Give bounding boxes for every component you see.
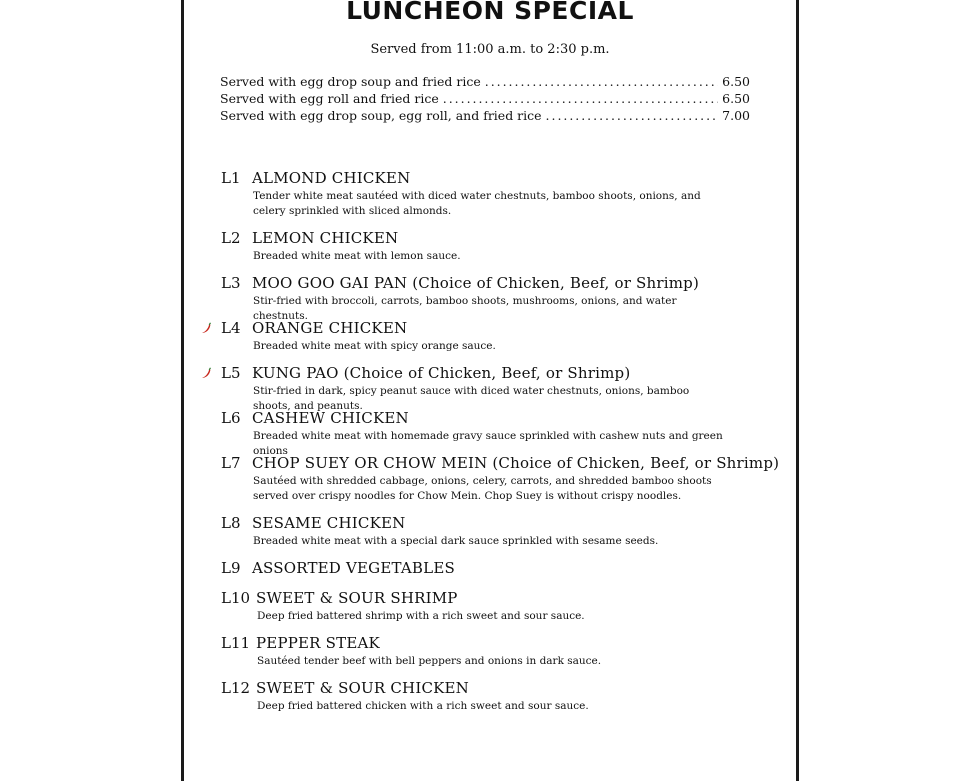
price-option-row [220,73,750,90]
item-code: L10 [221,589,251,607]
item-code: L1 [221,169,241,187]
page-title: LUNCHEON SPECIAL [346,0,634,25]
item-name: CHOP SUEY OR CHOW MEIN (Choice of Chicken, Beef, or Shrimp) [252,454,780,472]
item-code: L9 [221,559,241,577]
item-code: L2 [221,229,241,247]
leader-dots [485,73,718,90]
price-option-price: 6.50 [722,74,750,89]
item-description: Breaded white meat with lemon sauce. [253,250,461,262]
item-name: KUNG PAO (Choice of Chicken, Beef, or Shrimp) [252,364,631,382]
item-code: L3 [221,274,241,292]
item-name: PEPPER STEAK [256,634,380,652]
served-hours: Served from 11:00 a.m. to 2:30 p.m. [370,42,610,57]
item-name: ALMOND CHICKEN [252,169,411,187]
price-options [220,73,750,124]
leader-dots [443,90,718,107]
item-description: Sautéed with shredded cabbage, onions, celery, carrots, and shredded bamboo shoots served over crispy noodles for Chow Mein. Chop Suey is without crispy noodles. [253,475,712,502]
item-description: Breaded white meat with spicy orange sauce. [253,340,496,352]
menu-page [181,0,799,781]
price-option-label: Served with egg drop soup and fried rice [220,74,481,89]
item-name: SWEET & SOUR SHRIMP [256,589,458,607]
price-option-price: 6.50 [722,91,750,106]
price-option-row [220,107,750,124]
item-code: L12 [221,679,251,697]
item-name: ASSORTED VEGETABLES [252,559,455,577]
item-name: CASHEW CHICKEN [252,409,409,427]
item-code: L6 [221,409,241,427]
price-option-row [220,90,750,107]
item-description: Breaded white meat with homemade gravy sauce sprinkled with cashew nuts and green onions [253,430,723,457]
item-description: Tender white meat sautéed with diced water chestnuts, bamboo shoots, onions, and celery sprinkled with sliced almonds. [253,190,701,217]
item-description: Breaded white meat with a special dark sauce sprinkled with sesame seeds. [253,535,659,547]
price-option-price: 7.00 [722,108,750,123]
item-description: Deep fried battered chicken with a rich sweet and sour sauce. [257,700,589,712]
item-name: SESAME CHICKEN [252,514,406,532]
item-name: LEMON CHICKEN [252,229,399,247]
item-name: SWEET & SOUR CHICKEN [256,679,470,697]
item-code: L11 [221,634,251,652]
price-option-label: Served with egg roll and fried rice [220,91,439,106]
item-description: Stir-fried in dark, spicy peanut sauce with diced water chestnuts, onions, bamboo shoots, and peanuts. [253,385,690,412]
item-name: MOO GOO GAI PAN (Choice of Chicken, Beef, or Shrimp) [252,274,700,292]
item-code: L4 [221,319,241,337]
item-description: Deep fried battered shrimp with a rich sweet and sour sauce. [257,610,585,622]
item-code: L5 [221,364,241,382]
item-description: Sautéed tender beef with bell peppers and onions in dark sauce. [257,655,602,667]
price-option-label: Served with egg drop soup, egg roll, and fried rice [220,108,542,123]
item-name: ORANGE CHICKEN [252,319,408,337]
item-description: Stir-fried with broccoli, carrots, bamboo shoots, mushrooms, onions, and water chestnuts. [253,295,677,322]
item-code: L7 [221,454,241,472]
chili-pepper-icon [200,322,212,334]
leader-dots [546,107,719,124]
chili-pepper-icon [200,367,212,379]
item-code: L8 [221,514,241,532]
